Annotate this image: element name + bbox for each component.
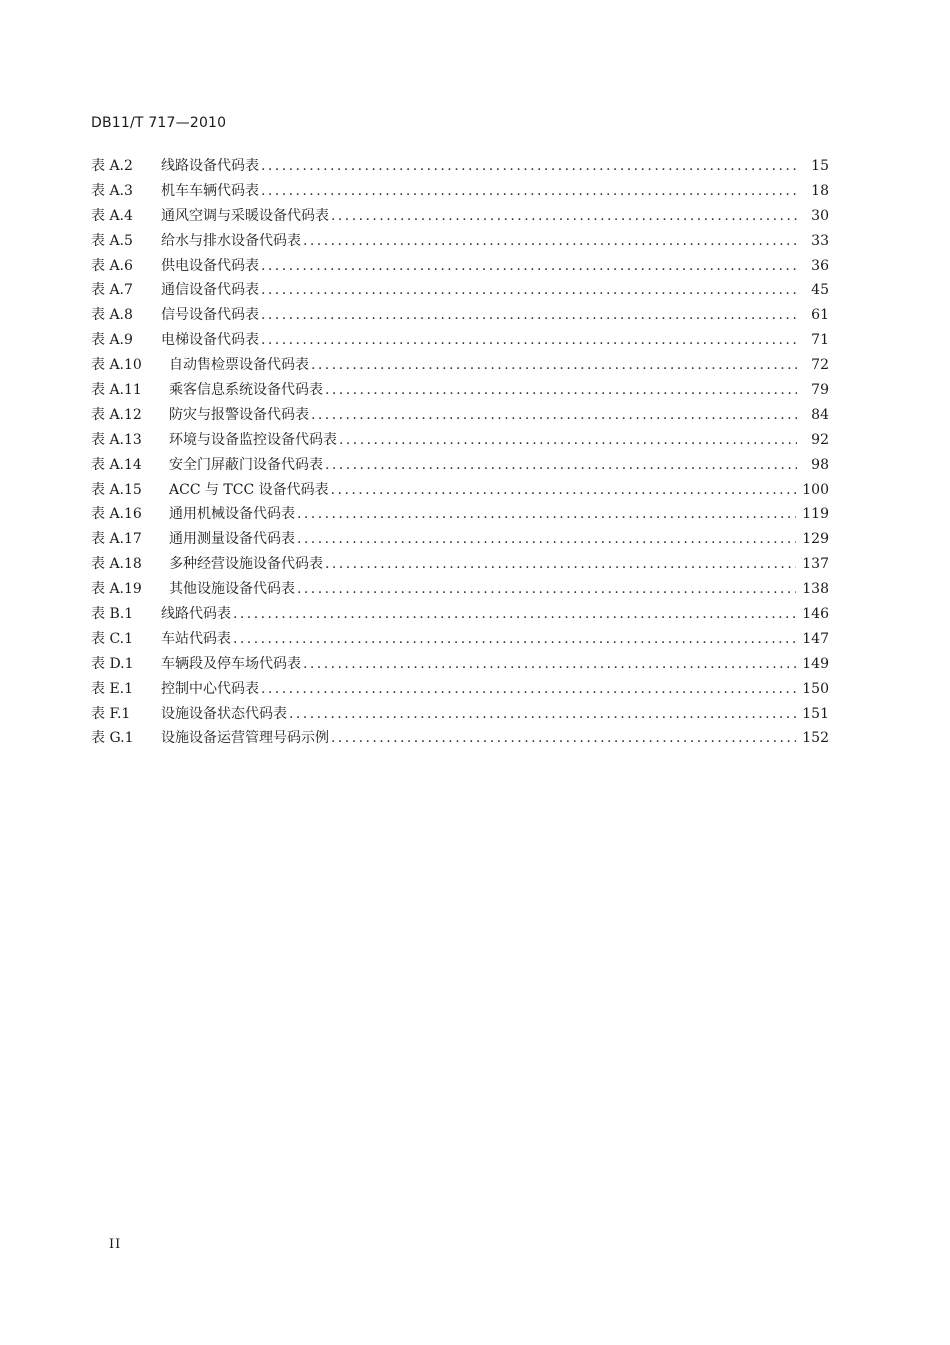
toc-entry[interactable]: [91, 702, 829, 727]
toc-entry-label: 表 B.1: [91, 606, 134, 623]
toc-entry-page: 79: [811, 382, 829, 399]
toc-entry[interactable]: [91, 453, 829, 478]
toc-entry-page: 33: [811, 232, 829, 249]
toc-entry-page: 147: [802, 630, 829, 647]
toc-entry[interactable]: [91, 726, 829, 751]
toc-entry-label: 表 A.19: [91, 581, 142, 598]
toc-entry-label: 表 A.2: [91, 158, 133, 174]
toc-entry-label: 表 A.9: [91, 332, 133, 349]
toc-dot-leader: [325, 453, 797, 478]
toc-dot-leader: [233, 627, 796, 652]
toc-dot-leader: [311, 353, 797, 378]
toc-entry-title: 乘客信息系统设备代码表: [169, 382, 323, 399]
toc-entry-page: 100: [802, 481, 829, 498]
toc-dot-leader: [261, 254, 797, 279]
toc-dot-leader: [331, 204, 797, 229]
toc-entry-title: 通用机械设备代码表: [169, 506, 295, 523]
toc-dot-leader: [303, 652, 796, 677]
toc-entry-title: 其他设施设备代码表: [169, 581, 295, 598]
toc-entry-title: 多种经营设施设备代码表: [169, 556, 323, 573]
toc-entry[interactable]: [91, 204, 829, 229]
toc-dot-leader: [331, 726, 796, 751]
toc-entry-page: 119: [802, 506, 829, 523]
toc-dot-leader: [311, 403, 797, 428]
toc-entry-title: 机车车辆代码表: [161, 182, 259, 199]
toc-entry-page: 61: [811, 307, 829, 324]
toc-entry-page: 72: [811, 357, 829, 374]
toc-dot-leader: [325, 378, 797, 403]
toc-entry-label: 表 G.1: [91, 730, 134, 747]
toc-entry-page: 98: [811, 456, 829, 473]
toc-entry-title: 设施设备运营管理号码示例: [161, 730, 329, 747]
toc-entry[interactable]: [91, 602, 829, 627]
toc-entry[interactable]: [91, 652, 829, 677]
toc-entry-title: 环境与设备监控设备代码表: [169, 431, 337, 448]
toc-entry-title: 给水与排水设备代码表: [161, 232, 301, 249]
toc-dot-leader: [297, 577, 796, 602]
toc-entry[interactable]: [91, 179, 829, 204]
toc-entry[interactable]: [91, 328, 829, 353]
toc-entry-page: 149: [802, 655, 829, 672]
toc-entry[interactable]: [91, 627, 829, 652]
toc-entry-page: 84: [811, 406, 829, 423]
toc-entry[interactable]: [91, 278, 829, 303]
toc-entry-title: ACC 与 TCC 设备代码表: [169, 481, 329, 498]
page-number: II: [109, 1237, 122, 1252]
toc-entry-label: 表 A.14: [91, 456, 142, 473]
toc-entry-label: 表 A.7: [91, 282, 133, 299]
toc-entry-label: 表 C.1: [91, 630, 134, 647]
toc-entry-label: 表 A.11: [91, 382, 142, 399]
toc-entry-label: 表 F.1: [91, 705, 131, 722]
toc-dot-leader: [339, 428, 797, 453]
toc-entry-title: 电梯设备代码表: [161, 332, 259, 349]
toc-entry-label: 表 A.6: [91, 257, 133, 274]
toc-entry[interactable]: [91, 378, 829, 403]
toc-entry[interactable]: [91, 577, 829, 602]
toc-entry-label: 表 A.18: [91, 556, 142, 573]
toc-entry-label: 表 A.16: [91, 506, 142, 523]
toc-entry-label: 表 A.10: [91, 357, 142, 374]
toc-dot-leader: [325, 552, 796, 577]
toc-entry-title: 车站代码表: [161, 630, 231, 647]
toc-entry-label: 表 A.8: [91, 307, 133, 324]
toc-entry-title: 安全门屏蔽门设备代码表: [169, 456, 323, 473]
toc-dot-leader: [261, 677, 796, 702]
toc-dot-leader: [297, 527, 796, 552]
toc-entry-page: 151: [802, 705, 829, 722]
toc-entry-label: 表 A.4: [91, 207, 133, 224]
toc-entry-label: 表 E.1: [91, 680, 134, 697]
toc-entry[interactable]: [91, 403, 829, 428]
toc-entry-title: 通用测量设备代码表: [169, 531, 295, 548]
toc-entry-page: 129: [802, 531, 829, 548]
toc-entry[interactable]: [91, 353, 829, 378]
toc-entry-page: 146: [802, 606, 829, 623]
toc-entry[interactable]: [91, 254, 829, 279]
toc-entry-title: 通风空调与采暖设备代码表: [161, 207, 329, 224]
toc-entry[interactable]: [91, 303, 829, 328]
toc-entry[interactable]: [91, 527, 829, 552]
toc-entry-title: 通信设备代码表: [161, 282, 259, 299]
toc-entry-label: 表 A.5: [91, 232, 133, 249]
toc-dot-leader: [289, 702, 796, 727]
toc-dot-leader: [261, 154, 797, 179]
toc-dot-leader: [261, 278, 797, 303]
toc-entry-title: 控制中心代码表: [161, 680, 259, 697]
toc-entry[interactable]: [91, 478, 829, 503]
toc-entry-title: 自动售检票设备代码表: [169, 357, 309, 374]
toc-entry-label: 表 A.12: [91, 406, 142, 423]
toc-entry-page: 45: [811, 282, 829, 299]
toc-entry-page: 92: [811, 431, 829, 448]
toc-entry-label: 表 A.15: [91, 481, 142, 498]
toc-entry[interactable]: [91, 677, 829, 702]
toc-dot-leader: [303, 229, 797, 254]
toc-entry-page: 137: [802, 556, 829, 573]
toc-entry[interactable]: [91, 502, 829, 527]
toc-dot-leader: [261, 179, 797, 204]
toc-dot-leader: [261, 303, 797, 328]
toc-entry-title: 供电设备代码表: [161, 257, 259, 274]
toc-entry-label: 表 A.17: [91, 531, 142, 548]
toc-entry[interactable]: [91, 428, 829, 453]
toc-entry-page: 152: [802, 730, 829, 747]
toc-entry-title: 防灾与报警设备代码表: [169, 406, 309, 423]
toc-dot-leader: [261, 328, 797, 353]
toc-entry-page: 30: [811, 207, 829, 224]
toc-entry[interactable]: [91, 552, 829, 577]
toc-entry-title: 线路代码表: [161, 606, 231, 623]
toc-entry-title: 线路设备代码表: [161, 158, 259, 174]
toc-entry-page: 18: [811, 182, 829, 199]
toc-entry[interactable]: [91, 229, 829, 254]
toc-dot-leader: [331, 478, 797, 503]
toc-entry-label: 表 D.1: [91, 655, 134, 672]
toc-dot-leader: [297, 502, 796, 527]
toc-entry-title: 信号设备代码表: [161, 307, 259, 324]
table-of-contents: [91, 154, 829, 751]
document-code-header: DB11/T 717—2010: [91, 115, 227, 131]
toc-entry-label: 表 A.3: [91, 182, 133, 199]
toc-entry-page: 150: [802, 680, 829, 697]
toc-entry-page: 36: [811, 257, 829, 274]
toc-entry-title: 设施设备状态代码表: [161, 705, 287, 722]
toc-entry-title: 车辆段及停车场代码表: [161, 655, 301, 672]
toc-entry[interactable]: [91, 154, 829, 179]
toc-entry-page: 138: [802, 581, 829, 598]
toc-dot-leader: [233, 602, 796, 627]
toc-entry-label: 表 A.13: [91, 431, 142, 448]
toc-entry-page: 71: [811, 332, 829, 349]
toc-entry-page: 15: [811, 158, 829, 174]
